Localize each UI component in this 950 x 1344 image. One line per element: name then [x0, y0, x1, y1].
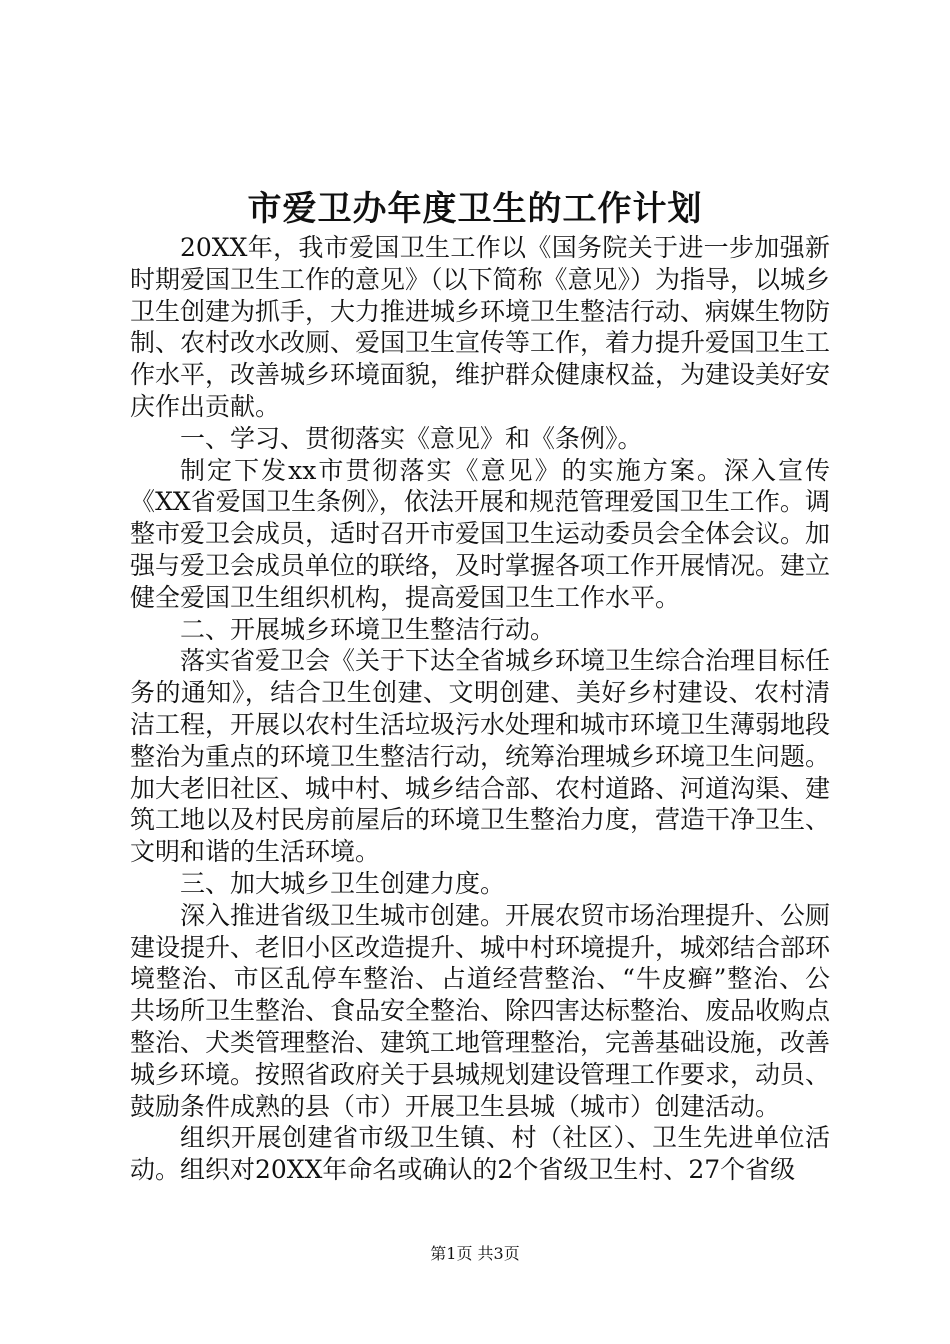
page-indicator: 第1页 共3页 — [430, 1244, 520, 1263]
intro-paragraph: 20XX年，我市爱国卫生工作以《国务院关于进一步加强新时期爱国卫生工作的意见》（以下简称《意见》）为指导，以城乡卫生创建为抓手，大力推进城乡环境卫生整洁行动、病媒生物防制、农村改水改厕、爱国卫生宣传等工作，着力提升爱国卫生工作水平，改善城乡环境面貌，维护群众健康权益，为建设美好安庆作出贡献。 — [130, 233, 831, 421]
section-2-paragraph: 落实省爱卫会《关于下达全省城乡环境卫生综合治理目标任务的通知》，结合卫生创建、文明创建、美好乡村建设、农村清洁工程，开展以农村生活垃圾污水处理和城市环境卫生薄弱地段整治为重点的环境卫生整洁行动，统筹治理城乡环境卫生问题。加大老旧社区、城中村、城乡结合部、农村道路、河道沟渠、建筑工地以及村民房前屋后的环境卫生整治力度，营造干净卫生、文明和谐的生活环境。 — [130, 646, 831, 867]
section-heading-1: 一、学习、贯彻落实《意见》和《条例》。 — [180, 423, 643, 453]
document-body — [130, 232, 830, 1186]
section-3-paragraph-2: 组织开展创建省市级卫生镇、村（社区）、卫生先进单位活动。组织对20XX年命名或确认的2个省级卫生村、27个省级 — [130, 1123, 830, 1185]
section-3-paragraph-1: 深入推进省级卫生城市创建。开展农贸市场治理提升、公厕建设提升、老旧小区改造提升、城中村环境提升，城郊结合部环境整治、市区乱停车整治、占道经营整治、“牛皮癣”整治、公共场所卫生整治、食品安全整治、除四害达标整治、废品收购点整治、犬类管理整治、建筑工地管理整治，完善基础设施，改善城乡环境。按照省政府关于县城规划建设管理工作要求，动员、鼓励条件成熟的县（市）开展卫生县城（城市）创建活动。 — [130, 900, 831, 1121]
document-title: 市爱卫办年度卫生的工作计划 — [247, 189, 703, 229]
section-1-paragraph: 制定下发xx市贯彻落实《意见》的实施方案。深入宣传《XX省爱国卫生条例》，依法开展和规范管理爱国卫生工作。调整市爱卫会成员，适时召开市爱国卫生运动委员会全体会议。加强与爱卫会成员单位的联络，及时掌握各项工作开展情况。建立健全爱国卫生组织机构，提高爱国卫生工作水平。 — [130, 455, 831, 612]
section-heading-2: 二、开展城乡环境卫生整洁行动。 — [180, 614, 556, 644]
section-heading-3: 三、加大城乡卫生创建力度。 — [180, 868, 506, 898]
